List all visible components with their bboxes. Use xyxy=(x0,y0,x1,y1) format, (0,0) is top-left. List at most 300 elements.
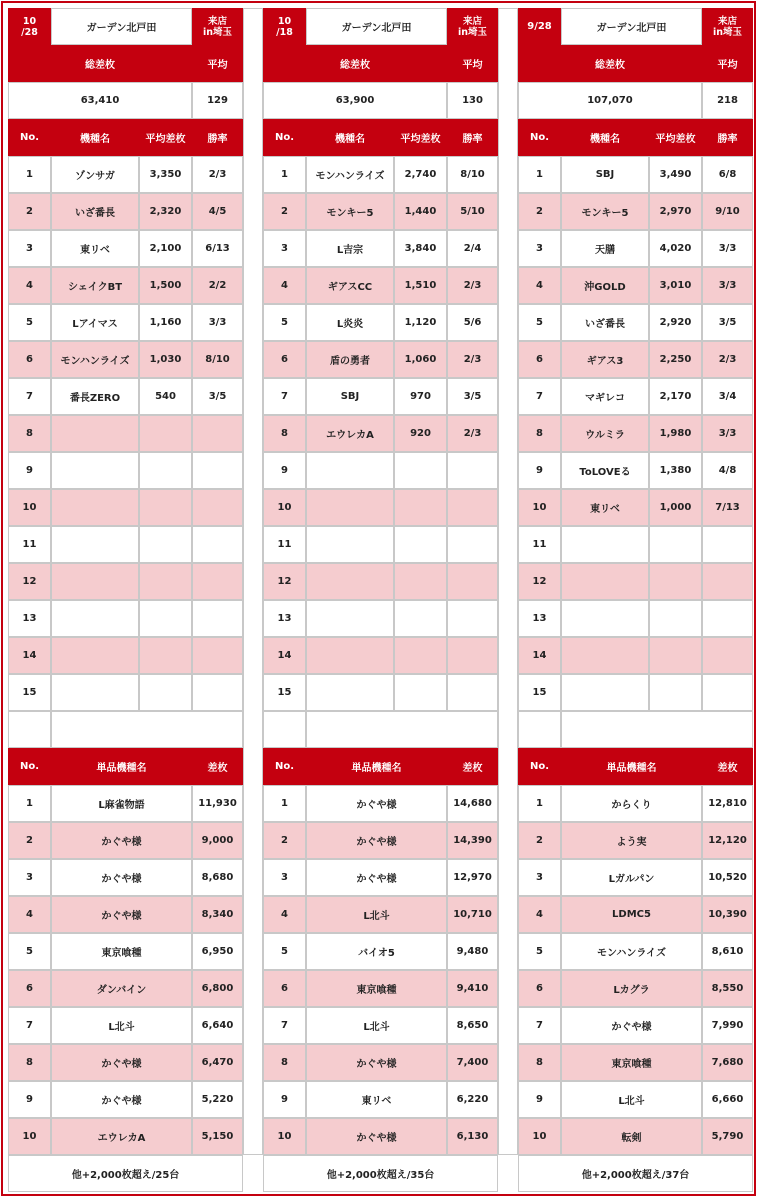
model-table-cell xyxy=(192,563,243,600)
unit-table-cell: 7 xyxy=(8,1007,51,1044)
model-table-cell: ギアスCC xyxy=(306,267,394,304)
model-table-cell: 東リベ xyxy=(51,230,139,267)
model-table-cell xyxy=(192,452,243,489)
unit-table-cell: 3 xyxy=(263,859,306,896)
model-table-cell: モンハンライズ xyxy=(306,156,394,193)
model-table-cell: 8/10 xyxy=(192,341,243,378)
unit-table-cell: 1 xyxy=(518,785,561,822)
model-table-cell xyxy=(192,526,243,563)
model-table-cell: 7 xyxy=(8,378,51,415)
model-table-cell: 3/3 xyxy=(702,415,753,452)
model-table-cell: 2,920 xyxy=(649,304,702,341)
model-table-cell xyxy=(192,415,243,452)
unit-table-cell: 7 xyxy=(518,1007,561,1044)
model-table-cell: 2/3 xyxy=(447,415,498,452)
model-table-cell: 13 xyxy=(518,600,561,637)
unit-table-cell: かぐや様 xyxy=(306,1044,447,1081)
event-badge: 来店 in埼玉 xyxy=(192,8,243,45)
model-table-cell: 3/5 xyxy=(702,304,753,341)
total-diff-label: 総差枚 xyxy=(518,45,702,82)
model-table-cell: 2/3 xyxy=(447,267,498,304)
model-table-cell: 4/5 xyxy=(192,193,243,230)
model-table-cell: 10 xyxy=(263,489,306,526)
spacer-cell xyxy=(306,711,498,748)
unit-table-cell: 5,220 xyxy=(192,1081,243,1118)
model-table-cell: 4 xyxy=(518,267,561,304)
model-table-cell xyxy=(139,526,192,563)
unit-table-cell: よう実 xyxy=(561,822,702,859)
unit-table-cell: 8,610 xyxy=(702,933,753,970)
unit-table-cell: 8 xyxy=(518,1044,561,1081)
model-table-cell: 1,120 xyxy=(394,304,447,341)
model-table-cell: 9 xyxy=(263,452,306,489)
model-table-cell xyxy=(51,674,139,711)
average-label: 平均 xyxy=(192,45,243,82)
unit-table-cell: 東リベ xyxy=(306,1081,447,1118)
model-table-cell xyxy=(394,452,447,489)
unit-table-cell: 6,220 xyxy=(447,1081,498,1118)
model-table-cell: 3/3 xyxy=(702,230,753,267)
unit-table-cell: 10,520 xyxy=(702,859,753,896)
model-table-cell: 2/3 xyxy=(702,341,753,378)
model-table-header: 勝率 xyxy=(192,119,243,156)
spacer-cell xyxy=(561,711,753,748)
unit-table-cell: かぐや様 xyxy=(561,1007,702,1044)
unit-table-cell: 4 xyxy=(8,896,51,933)
model-table-cell: 9/10 xyxy=(702,193,753,230)
model-table-cell: 10 xyxy=(8,489,51,526)
model-table-header: No. xyxy=(518,119,561,156)
unit-table-cell: 2 xyxy=(518,822,561,859)
unit-table-cell: L北斗 xyxy=(51,1007,192,1044)
model-table-cell xyxy=(139,452,192,489)
model-table-cell: L炎炎 xyxy=(306,304,394,341)
model-table-cell xyxy=(51,637,139,674)
unit-table-cell: 10 xyxy=(518,1118,561,1155)
model-table-cell: 1,980 xyxy=(649,415,702,452)
unit-table-cell: 6,470 xyxy=(192,1044,243,1081)
unit-table-header: 差枚 xyxy=(192,748,243,785)
model-table-cell: 920 xyxy=(394,415,447,452)
model-table-cell: 沖GOLD xyxy=(561,267,649,304)
model-table-cell: 1,500 xyxy=(139,267,192,304)
unit-table-header: 単品機種名 xyxy=(306,748,447,785)
unit-table-cell: 5 xyxy=(518,933,561,970)
unit-table-cell: 7 xyxy=(263,1007,306,1044)
model-table-cell: 540 xyxy=(139,378,192,415)
model-table-cell: モンキー5 xyxy=(306,193,394,230)
unit-table-cell: 8,680 xyxy=(192,859,243,896)
model-table-cell: 1,000 xyxy=(649,489,702,526)
model-table-cell xyxy=(561,563,649,600)
unit-table-cell: 9 xyxy=(8,1081,51,1118)
spacer-cell xyxy=(263,711,306,748)
model-table-cell xyxy=(192,637,243,674)
model-table-cell xyxy=(192,674,243,711)
unit-table-cell: 10 xyxy=(263,1118,306,1155)
model-table-cell xyxy=(394,489,447,526)
model-table-cell: 6/8 xyxy=(702,156,753,193)
store-name: ガーデン北戸田 xyxy=(561,8,702,45)
unit-table-cell: 8,340 xyxy=(192,896,243,933)
model-table-cell xyxy=(51,489,139,526)
model-table-cell xyxy=(139,489,192,526)
model-table-cell: 2/3 xyxy=(192,156,243,193)
unit-table-cell: かぐや様 xyxy=(306,859,447,896)
unit-table-header: No. xyxy=(8,748,51,785)
unit-table-cell: L北斗 xyxy=(561,1081,702,1118)
unit-table-cell: 8 xyxy=(8,1044,51,1081)
unit-table-cell: からくり xyxy=(561,785,702,822)
model-table-cell: 2,100 xyxy=(139,230,192,267)
model-table-cell: 12 xyxy=(8,563,51,600)
model-table-cell: いざ番長 xyxy=(51,193,139,230)
model-table-cell: 6 xyxy=(518,341,561,378)
model-table-cell xyxy=(447,637,498,674)
unit-table-cell: Lカグラ xyxy=(561,970,702,1007)
model-table-cell: 4 xyxy=(8,267,51,304)
model-table-cell xyxy=(447,526,498,563)
model-table-cell xyxy=(702,526,753,563)
model-table-cell: 6 xyxy=(8,341,51,378)
model-table-cell: マギレコ xyxy=(561,378,649,415)
model-table-cell: L吉宗 xyxy=(306,230,394,267)
model-table-cell: 3/5 xyxy=(447,378,498,415)
model-table-cell: ゾンサガ xyxy=(51,156,139,193)
model-table-cell: 3 xyxy=(263,230,306,267)
model-table-cell: 1,510 xyxy=(394,267,447,304)
unit-table-cell: かぐや様 xyxy=(51,1081,192,1118)
model-table-header: 平均差枚 xyxy=(394,119,447,156)
model-table-cell: 10 xyxy=(518,489,561,526)
unit-table-cell: かぐや様 xyxy=(306,785,447,822)
model-table-cell xyxy=(649,637,702,674)
model-table-cell: 6/13 xyxy=(192,230,243,267)
model-table-cell: 970 xyxy=(394,378,447,415)
unit-table-cell: 11,930 xyxy=(192,785,243,822)
model-table-cell: 6 xyxy=(263,341,306,378)
model-table-cell: 1,160 xyxy=(139,304,192,341)
unit-table-cell: L麻雀物語 xyxy=(51,785,192,822)
unit-table-cell: 東京喰種 xyxy=(306,970,447,1007)
panel-footer: 他+2,000枚超え/35台 xyxy=(263,1155,498,1192)
unit-table-cell: ダンバイン xyxy=(51,970,192,1007)
unit-table-cell: 14,390 xyxy=(447,822,498,859)
model-table-cell xyxy=(447,452,498,489)
unit-table-header: 単品機種名 xyxy=(51,748,192,785)
model-table-cell: 1,440 xyxy=(394,193,447,230)
model-table-cell xyxy=(394,600,447,637)
model-table-cell: 9 xyxy=(8,452,51,489)
model-table-cell: 2,320 xyxy=(139,193,192,230)
unit-table-cell: 5,790 xyxy=(702,1118,753,1155)
model-table-cell: 13 xyxy=(8,600,51,637)
average-value: 218 xyxy=(702,82,753,119)
model-table-cell: モンハンライズ xyxy=(51,341,139,378)
unit-table-cell: 10 xyxy=(8,1118,51,1155)
unit-table-cell: 3 xyxy=(8,859,51,896)
model-table-cell xyxy=(702,600,753,637)
model-table-header: 機種名 xyxy=(306,119,394,156)
unit-table-header: 差枚 xyxy=(447,748,498,785)
unit-table-header: 差枚 xyxy=(702,748,753,785)
model-table-cell xyxy=(447,600,498,637)
unit-table-cell: 1 xyxy=(263,785,306,822)
model-table-cell xyxy=(51,452,139,489)
unit-table-cell: 9 xyxy=(518,1081,561,1118)
unit-table-cell: 9,480 xyxy=(447,933,498,970)
model-table-cell: 5/10 xyxy=(447,193,498,230)
model-table-cell: 12 xyxy=(263,563,306,600)
model-table-cell xyxy=(702,637,753,674)
model-table-cell: エウレカA xyxy=(306,415,394,452)
model-table-cell: 3 xyxy=(518,230,561,267)
model-table-cell xyxy=(447,489,498,526)
unit-table-cell: 6 xyxy=(8,970,51,1007)
model-table-cell: シェイクBT xyxy=(51,267,139,304)
unit-table-cell: 東京喰種 xyxy=(561,1044,702,1081)
panel-gap xyxy=(243,8,263,1155)
unit-table-cell: 転剣 xyxy=(561,1118,702,1155)
unit-table-cell: モンハンライズ xyxy=(561,933,702,970)
model-table-cell: 5 xyxy=(518,304,561,341)
model-table-cell: ToLOVEる xyxy=(561,452,649,489)
spacer-cell xyxy=(51,711,243,748)
unit-table-cell: 9,000 xyxy=(192,822,243,859)
model-table-cell xyxy=(51,415,139,452)
model-table-cell: 5/6 xyxy=(447,304,498,341)
model-table-cell: 3/5 xyxy=(192,378,243,415)
unit-table-cell: 6,950 xyxy=(192,933,243,970)
panel-date: 9/28 xyxy=(518,8,561,45)
total-diff-label: 総差枚 xyxy=(263,45,447,82)
unit-table-cell: 7,990 xyxy=(702,1007,753,1044)
model-table-cell: 9 xyxy=(518,452,561,489)
unit-table-cell: 3 xyxy=(518,859,561,896)
model-table-cell: 5 xyxy=(8,304,51,341)
model-table-cell xyxy=(561,600,649,637)
unit-table-cell: 7,400 xyxy=(447,1044,498,1081)
model-table-header: No. xyxy=(8,119,51,156)
model-table-cell xyxy=(394,637,447,674)
unit-table-cell: L北斗 xyxy=(306,1007,447,1044)
model-table-cell: 1 xyxy=(518,156,561,193)
model-table-cell: 1,030 xyxy=(139,341,192,378)
unit-table-cell: LDMC5 xyxy=(561,896,702,933)
model-table-cell xyxy=(447,674,498,711)
model-table-cell: 2 xyxy=(8,193,51,230)
model-table-cell: 2,250 xyxy=(649,341,702,378)
unit-table-cell: 5,150 xyxy=(192,1118,243,1155)
model-table-cell xyxy=(139,674,192,711)
model-table-cell: 15 xyxy=(263,674,306,711)
unit-table-cell: 7,680 xyxy=(702,1044,753,1081)
unit-table-cell: かぐや様 xyxy=(51,1044,192,1081)
total-diff-label: 総差枚 xyxy=(8,45,192,82)
model-table-cell xyxy=(306,563,394,600)
model-table-cell: 14 xyxy=(8,637,51,674)
unit-table-cell: エウレカA xyxy=(51,1118,192,1155)
model-table-header: 機種名 xyxy=(51,119,139,156)
model-table-cell: 2/4 xyxy=(447,230,498,267)
model-table-cell: 1 xyxy=(8,156,51,193)
unit-table-cell: かぐや様 xyxy=(51,896,192,933)
model-table-cell: ギアス3 xyxy=(561,341,649,378)
model-table-header: 平均差枚 xyxy=(139,119,192,156)
spacer-cell xyxy=(518,711,561,748)
panel-gap xyxy=(498,8,518,1155)
model-table-cell: 7 xyxy=(263,378,306,415)
model-table-cell: ウルミラ xyxy=(561,415,649,452)
unit-table-cell: 2 xyxy=(8,822,51,859)
model-table-cell xyxy=(649,674,702,711)
average-value: 129 xyxy=(192,82,243,119)
model-table-cell xyxy=(51,526,139,563)
panel-footer: 他+2,000枚超え/25台 xyxy=(8,1155,243,1192)
model-table-cell: 3/3 xyxy=(192,304,243,341)
panel-date: 10 /18 xyxy=(263,8,306,45)
average-label: 平均 xyxy=(702,45,753,82)
model-table-cell xyxy=(306,637,394,674)
model-table-cell: SBJ xyxy=(561,156,649,193)
unit-table-cell: かぐや様 xyxy=(51,822,192,859)
model-table-cell xyxy=(561,637,649,674)
model-table-cell xyxy=(139,415,192,452)
model-table-cell: いざ番長 xyxy=(561,304,649,341)
model-table-cell: 2/3 xyxy=(447,341,498,378)
unit-table-cell: 14,680 xyxy=(447,785,498,822)
model-table-cell xyxy=(649,600,702,637)
unit-table-header: No. xyxy=(263,748,306,785)
model-table-cell: 3 xyxy=(8,230,51,267)
unit-table-cell: 8,650 xyxy=(447,1007,498,1044)
average-value: 130 xyxy=(447,82,498,119)
unit-table-cell: 6 xyxy=(518,970,561,1007)
model-table-cell: 15 xyxy=(518,674,561,711)
store-name: ガーデン北戸田 xyxy=(51,8,192,45)
unit-table-cell: 9,410 xyxy=(447,970,498,1007)
model-table-cell xyxy=(306,674,394,711)
model-table-cell: 8/10 xyxy=(447,156,498,193)
model-table-cell: 4,020 xyxy=(649,230,702,267)
unit-table-cell: 6,660 xyxy=(702,1081,753,1118)
model-table-cell xyxy=(394,563,447,600)
model-table-cell: 14 xyxy=(518,637,561,674)
model-table-cell xyxy=(561,526,649,563)
unit-table-cell: 6,130 xyxy=(447,1118,498,1155)
model-table-cell: 3,840 xyxy=(394,230,447,267)
spacer-cell xyxy=(8,711,51,748)
model-table-cell: 3,490 xyxy=(649,156,702,193)
model-table-cell xyxy=(139,600,192,637)
model-table-cell: モンキー5 xyxy=(561,193,649,230)
model-table-cell: Lアイマス xyxy=(51,304,139,341)
unit-table-cell: 8,550 xyxy=(702,970,753,1007)
unit-table-cell: Lガルパン xyxy=(561,859,702,896)
model-table-cell: 3,010 xyxy=(649,267,702,304)
model-table-cell: 5 xyxy=(263,304,306,341)
model-table-cell: 3/4 xyxy=(702,378,753,415)
model-table-cell xyxy=(649,563,702,600)
unit-table-cell: かぐや様 xyxy=(51,859,192,896)
model-table-cell: 盾の勇者 xyxy=(306,341,394,378)
model-table-cell: 11 xyxy=(518,526,561,563)
total-diff-value: 107,070 xyxy=(518,82,702,119)
event-badge: 来店 in埼玉 xyxy=(447,8,498,45)
model-table-cell: 11 xyxy=(263,526,306,563)
model-table-cell: 番長ZERO xyxy=(51,378,139,415)
unit-table-cell: 12,810 xyxy=(702,785,753,822)
unit-table-cell: 8 xyxy=(263,1044,306,1081)
model-table-cell xyxy=(394,526,447,563)
unit-table-header: 単品機種名 xyxy=(561,748,702,785)
model-table-cell xyxy=(702,674,753,711)
model-table-cell: 8 xyxy=(263,415,306,452)
model-table-cell xyxy=(306,489,394,526)
total-diff-value: 63,410 xyxy=(8,82,192,119)
model-table-cell: 7/13 xyxy=(702,489,753,526)
model-table-cell: 2,970 xyxy=(649,193,702,230)
model-table-cell xyxy=(394,674,447,711)
model-table-cell: 1 xyxy=(263,156,306,193)
unit-table-cell: L北斗 xyxy=(306,896,447,933)
model-table-header: 勝率 xyxy=(702,119,753,156)
model-table-cell: 3,350 xyxy=(139,156,192,193)
model-table-cell xyxy=(306,452,394,489)
model-table-cell xyxy=(561,674,649,711)
event-badge: 来店 in埼玉 xyxy=(702,8,753,45)
store-name: ガーデン北戸田 xyxy=(306,8,447,45)
model-table-header: 平均差枚 xyxy=(649,119,702,156)
unit-table-cell: 4 xyxy=(518,896,561,933)
model-table-cell: 11 xyxy=(8,526,51,563)
model-table-cell: 8 xyxy=(518,415,561,452)
model-table-cell: 東リベ xyxy=(561,489,649,526)
model-table-cell: 天膳 xyxy=(561,230,649,267)
model-table-cell: 4 xyxy=(263,267,306,304)
model-table-cell xyxy=(192,489,243,526)
model-table-cell: 1,380 xyxy=(649,452,702,489)
model-table-cell xyxy=(192,600,243,637)
model-table-cell: 2,170 xyxy=(649,378,702,415)
model-table-cell: 1,060 xyxy=(394,341,447,378)
unit-table-cell: 6,800 xyxy=(192,970,243,1007)
model-table-cell: 2/2 xyxy=(192,267,243,304)
unit-table-cell: 5 xyxy=(8,933,51,970)
unit-table-cell: 5 xyxy=(263,933,306,970)
total-diff-value: 63,900 xyxy=(263,82,447,119)
model-table-header: 勝率 xyxy=(447,119,498,156)
unit-table-cell: 9 xyxy=(263,1081,306,1118)
model-table-cell: 12 xyxy=(518,563,561,600)
unit-table-cell: バイオ5 xyxy=(306,933,447,970)
model-table-header: 機種名 xyxy=(561,119,649,156)
unit-table-cell: 10,390 xyxy=(702,896,753,933)
unit-table-cell: 6 xyxy=(263,970,306,1007)
model-table-cell: 14 xyxy=(263,637,306,674)
unit-table-cell: 4 xyxy=(263,896,306,933)
unit-table-cell: 12,120 xyxy=(702,822,753,859)
model-table-cell: SBJ xyxy=(306,378,394,415)
model-table-cell xyxy=(51,563,139,600)
unit-table-cell: 1 xyxy=(8,785,51,822)
model-table-cell: 13 xyxy=(263,600,306,637)
model-table-cell: 2 xyxy=(263,193,306,230)
model-table-cell xyxy=(306,600,394,637)
model-table-cell: 2 xyxy=(518,193,561,230)
average-label: 平均 xyxy=(447,45,498,82)
model-table-cell: 8 xyxy=(8,415,51,452)
